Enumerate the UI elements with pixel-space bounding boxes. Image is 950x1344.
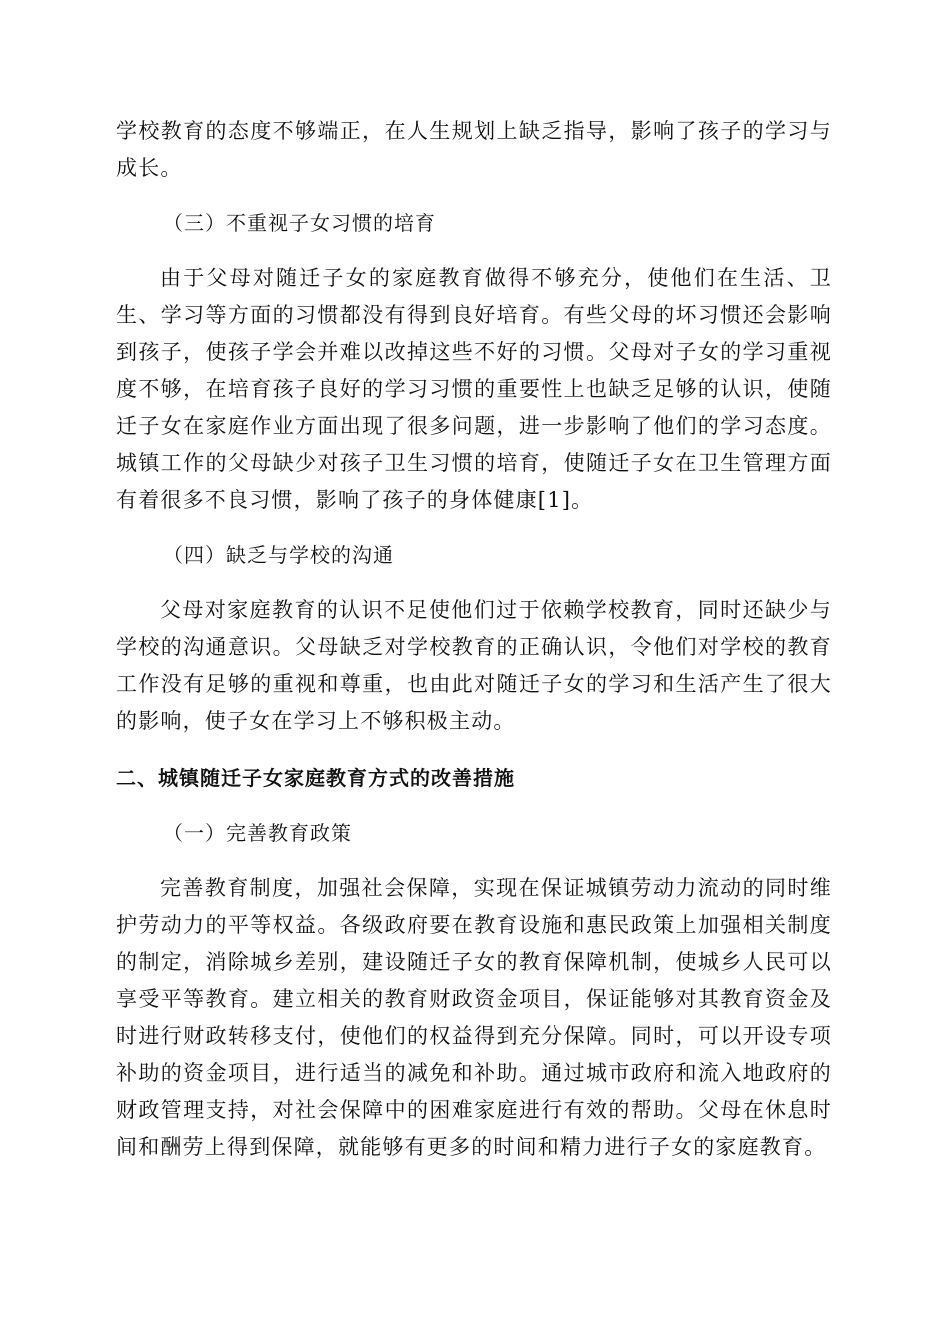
paragraph-habits: 由于父母对随迁子女的家庭教育做得不够充分，使他们在生活、卫生、学习等方面的习惯都没有得到良好培育。有些父母的坏习惯还会影响到孩子，使孩子学会并难以改掉这些不好的习惯。父母对子女的学习重视度不够，在培育孩子良好的学习习惯的重要性上也缺乏足够的认识，使随迁子女在家庭作业方面出现了很多问题，进一步影响了他们的学习态度。城镇工作的父母缺少对孩子卫生习惯的培育，使随迁子女在卫生管理方面有着很多不良习惯，影响了孩子的身体健康[1]。 — [116, 266, 832, 512]
document-page — [116, 113, 832, 1166]
subheading-education-policy: （一）完善教育政策 — [163, 821, 352, 845]
section-heading-measures: 二、城镇随迁子女家庭教育方式的改善措施 — [116, 766, 515, 790]
paragraph-continuation: 学校教育的态度不够端正，在人生规划上缺乏指导，影响了孩子的学习与成长。 — [116, 119, 832, 180]
paragraph-school-communication: 父母对家庭教育的认识不足使他们过于依赖学校教育，同时还缺少与学校的沟通意识。父母缺乏对学校教育的正确认识，令他们对学校的教育工作没有足够的重视和尊重，也由此对随迁子女的学习和生活产生了很大的影响，使子女在学习上不够积极主动。 — [116, 598, 832, 733]
paragraph-education-policy: 完善教育制度，加强社会保障，实现在保证城镇劳动力流动的同时维护劳动力的平等权益。各级政府要在教育设施和惠民政策上加强相关制度的制定，消除城乡差别，建设随迁子女的教育保障机制，使城乡人民可以享受平等教育。建立相关的教育财政资金项目，保证能够对其教育资金及时进行财政转移支付，使他们的权益得到充分保障。同时，可以开设专项补助的资金项目，进行适当的减免和补助。通过城市政府和流入地政府的财政管理支持，对社会保障中的困难家庭进行有效的帮助。父母在休息时间和酬劳上得到保障，就能够有更多的时间和精力进行子女的家庭教育。 — [116, 876, 832, 1159]
subheading-habits: （三）不重视子女习惯的培育 — [163, 211, 436, 235]
subheading-school-communication: （四）缺乏与学校的沟通 — [163, 543, 394, 567]
